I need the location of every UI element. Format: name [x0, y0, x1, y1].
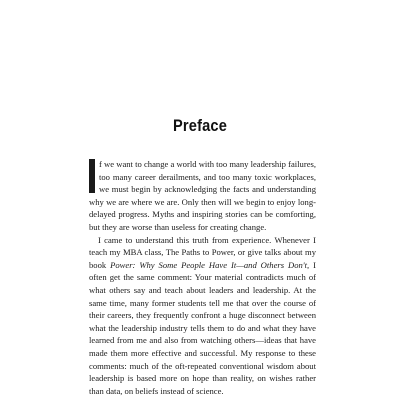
- p2-line-9: learned from me and also from watching others—ideas that have: [89, 335, 316, 346]
- paragraph-1: [89, 158, 316, 196]
- preface-body: [89, 158, 316, 397]
- p2-line-5: what others say and teach about leaders and leadership. At the: [89, 284, 316, 295]
- p2-line-1: I came to understand this truth from experience. Whenever I: [98, 234, 316, 245]
- p2-line-7: their careers, they frequently confront a huge disconnect between: [89, 310, 316, 321]
- p2-line-12: leadership is based more on hope than reality, on wishes rather: [89, 373, 316, 384]
- p1-line-5: delayed progress. Myths and inspiring stories can be comforting,: [89, 209, 316, 220]
- p1-line-3: we must begin by acknowledging the facts and understanding: [99, 184, 316, 195]
- p2-line-2: teach my MBA class, The Paths to Power, or give talks about my: [89, 247, 316, 258]
- p1-line-1: f we want to change a world with too many leadership failures,: [99, 159, 316, 169]
- p2-line-3: [89, 259, 316, 272]
- p1-line-4: why we are where we are. Only then will we begin to enjoy long-: [89, 196, 316, 207]
- book-title-italic: Power: Why Some People Have It—and Others Don't: [110, 259, 308, 270]
- p2-line-6: same time, many former students tell me that over the course of: [89, 297, 316, 308]
- paragraph-2: [89, 234, 316, 398]
- p2-book-prefix: book: [89, 259, 111, 270]
- p1-line-2: too many career derailments, and too many toxic workplaces,: [99, 171, 316, 182]
- p2-line-10: made them more effective and successful. My response to these: [89, 347, 316, 358]
- p2-line-11: comments: much of the oft-repeated conventional wisdom about: [89, 360, 316, 371]
- p2-line-4: often get the same comment: Your material contradicts much of: [89, 272, 316, 283]
- p2-line-13: than data, on beliefs instead of science.: [89, 385, 224, 396]
- p1-line-6: but they are worse than useless for creating change.: [89, 221, 267, 232]
- p2-book-suffix: , I: [307, 259, 316, 270]
- p2-line-8: what the leadership industry tells them to do and what they have: [89, 322, 316, 333]
- chapter-heading: Preface: [172, 116, 228, 135]
